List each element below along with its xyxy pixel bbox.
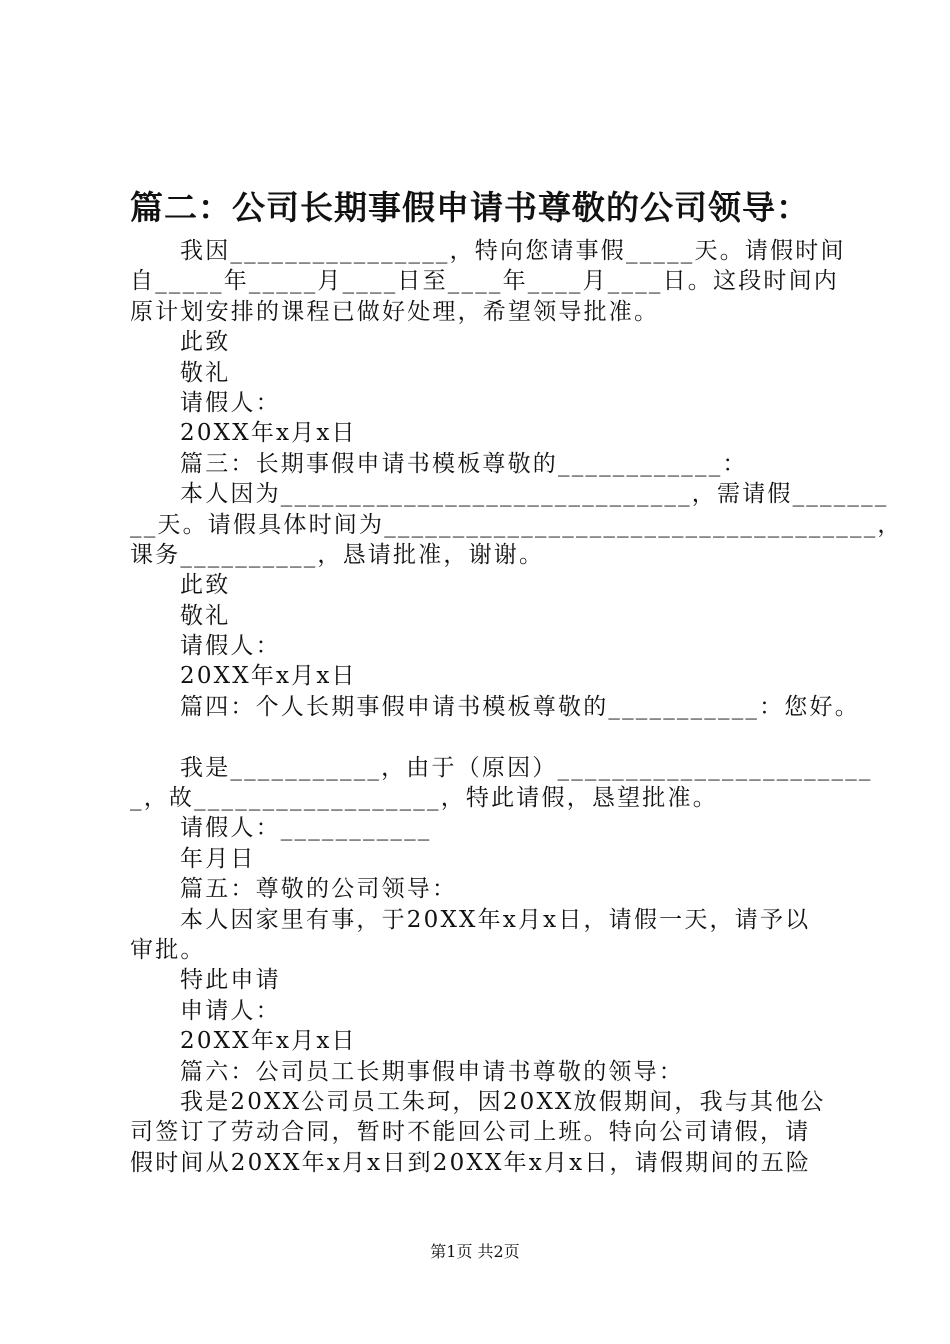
text-line: 课务__________，恳请批准，谢谢。 [130, 541, 545, 568]
blank-line [130, 722, 860, 752]
text-line: 篇六：公司员工长期事假申请书尊敬的领导： [180, 1058, 684, 1085]
text-line: 敬礼 [180, 359, 231, 386]
text-line: 20XX年x月x日 [180, 1028, 357, 1055]
text-line: 申请人： [180, 997, 281, 1024]
text-line: 篇三：长期事假申请书模板尊敬的____________： [180, 450, 748, 477]
text-line: 此致 [180, 329, 231, 356]
text-line: 20XX年x月x日 [180, 420, 357, 447]
document-body [130, 236, 903, 1178]
text-line: 篇四：个人长期事假申请书模板尊敬的___________：您好。 [180, 693, 860, 720]
page-footer: 第1页 共2页 [430, 1242, 520, 1261]
text-line: 篇五：尊敬的公司领导： [180, 876, 458, 903]
text-line: 请假人：___________ [180, 815, 432, 842]
text-line: 年月日 [180, 845, 256, 872]
text-line: 请假人： [180, 389, 281, 416]
text-line: __天。请假具体时间为____________________________________， [130, 511, 903, 538]
text-line: 我因________________，特向您请事假_____天。请假时间 [180, 238, 846, 264]
text-line: 我是20XX公司员工朱珂，因20XX放假期间，我与其他公 [180, 1088, 826, 1115]
text-line: 司签订了劳动合同，暂时不能回公司上班。特向公司请假，请 [130, 1119, 811, 1146]
text-line: 特此申请 [180, 967, 281, 994]
text-line: 我是___________，由于（原因）_______________________ [180, 754, 873, 781]
text-line: 假时间从20XX年x月x日到20XX年x月x日，请假期间的五险 [130, 1149, 812, 1176]
text-line: 此致 [180, 572, 231, 599]
text-line: 自_____年_____月____日至____年____月____日。这段时间内 [130, 268, 839, 295]
text-line: 20XX年x月x日 [180, 663, 357, 690]
text-line: 请假人： [180, 633, 281, 660]
text-line: 敬礼 [180, 602, 231, 629]
text-line: 审批。 [130, 936, 206, 963]
text-line: 原计划安排的课程已做好处理，希望领导批准。 [130, 298, 660, 325]
text-line: _，故__________________，特此请假，恳望批准。 [130, 785, 718, 812]
document-title: 篇二：公司长期事假申请书尊敬的公司领导： [130, 188, 810, 227]
text-line: 本人因为______________________________，需请假_______ [180, 481, 889, 508]
text-line: 本人因家里有事，于20XX年x月x日，请假一天，请予以 [180, 906, 811, 933]
